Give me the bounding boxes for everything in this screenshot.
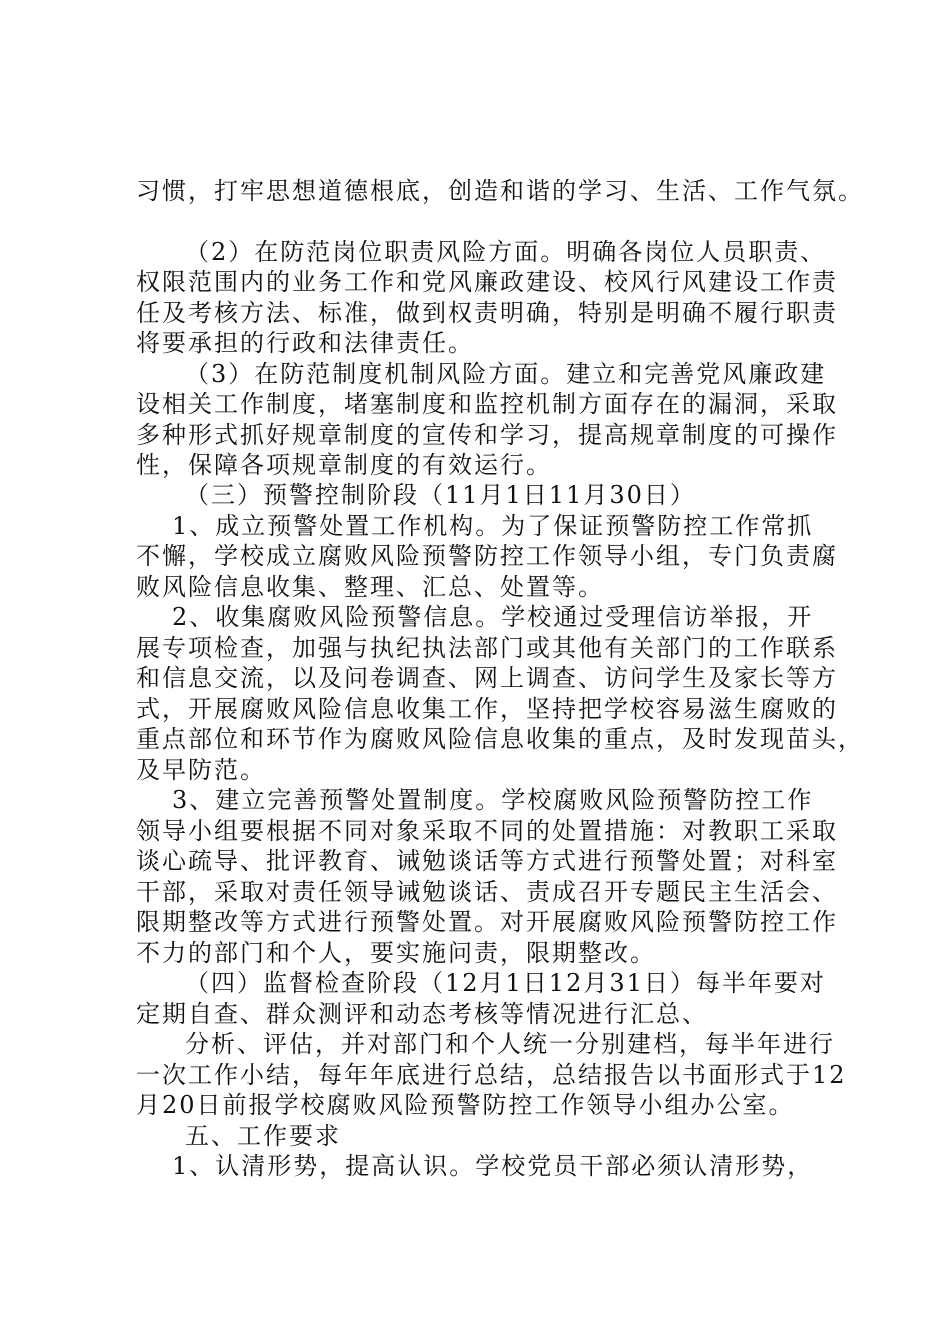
text-line: 1、成立预警处置工作机构。为了保证预警防控工作常抓 [172,512,814,540]
text-line: 谈心疏导、批评教育、诫勉谈话等方式进行预警处置；对科室 [136,847,838,875]
text-line: （三）预警控制阶段（11月1日11月30日） [185,481,696,509]
section-heading: 五、工作要求 [185,1122,341,1150]
text-line: 和信息交流，以及问卷调查、网上调查、访问学生及家长等方 [136,664,838,692]
text-line: 2、收集腐败风险预警信息。学校通过受理信访举报，开 [172,603,814,631]
text-line: 不懈，学校成立腐败风险预警防控工作领导小组，专门负责腐 [136,542,838,570]
text-line: 干部，采取对责任领导诫勉谈话、责成召开专题民主生活会、 [136,878,838,906]
text-line: （2）在防范岗位职责风险方面。明确各岗位人员职责、 [185,238,827,266]
text-line: 多种形式抓好规章制度的宣传和学习，提高规章制度的可操作 [136,421,838,449]
text-line: 将要承担的行政和法律责任。 [136,329,474,357]
text-line: 一次工作小结，每年年底进行总结，总结报告以书面形式于12 [136,1061,847,1089]
text-line: 习惯，打牢思想道德根底，创造和谐的学习、生活、工作气氛。 [136,177,864,205]
text-line: 定期自查、群众测评和动态考核等情况进行汇总、 [136,1000,708,1028]
text-line: 重点部位和环节作为腐败风险信息收集的重点，及时发现苗头， [136,725,864,753]
text-line: 败风险信息收集、整理、汇总、处置等。 [136,573,604,601]
text-line: 分析、评估，并对部门和个人统一分别建档，每半年进行 [185,1030,835,1058]
text-line: 性，保障各项规章制度的有效运行。 [136,451,552,479]
text-line: 1、认清形势，提高认识。学校党员干部必须认清形势， [172,1152,814,1180]
text-line: （3）在防范制度机制风险方面。建立和完善党风廉政建 [185,360,827,388]
text-line: 月20日前报学校腐败风险预警防控工作领导小组办公室。 [136,1091,795,1119]
text-line: 权限范围内的业务工作和党风廉政建设、校风行风建设工作责 [136,268,838,296]
text-line: 及早防范。 [136,756,266,784]
text-line: 领导小组要根据不同对象采取不同的处置措施：对教职工采取 [136,817,838,845]
text-line: 式，开展腐败风险信息收集工作，坚持把学校容易滋生腐败的 [136,695,838,723]
text-line: 不力的部门和个人，要实施问责，限期整改。 [136,939,656,967]
text-line: 展专项检查，加强与执纪执法部门或其他有关部门的工作联系 [136,634,838,662]
text-line: 任及考核方法、标准，做到权责明确，特别是明确不履行职责 [136,299,838,327]
text-line: 限期整改等方式进行预警处置。对开展腐败风险预警防控工作 [136,908,838,936]
text-line: （四）监督检查阶段（12月1日12月31日）每半年要对 [185,969,826,997]
text-line: 设相关工作制度，堵塞制度和监控机制方面存在的漏洞，采取 [136,390,838,418]
text-line: 3、建立完善预警处置制度。学校腐败风险预警防控工作 [172,786,814,814]
